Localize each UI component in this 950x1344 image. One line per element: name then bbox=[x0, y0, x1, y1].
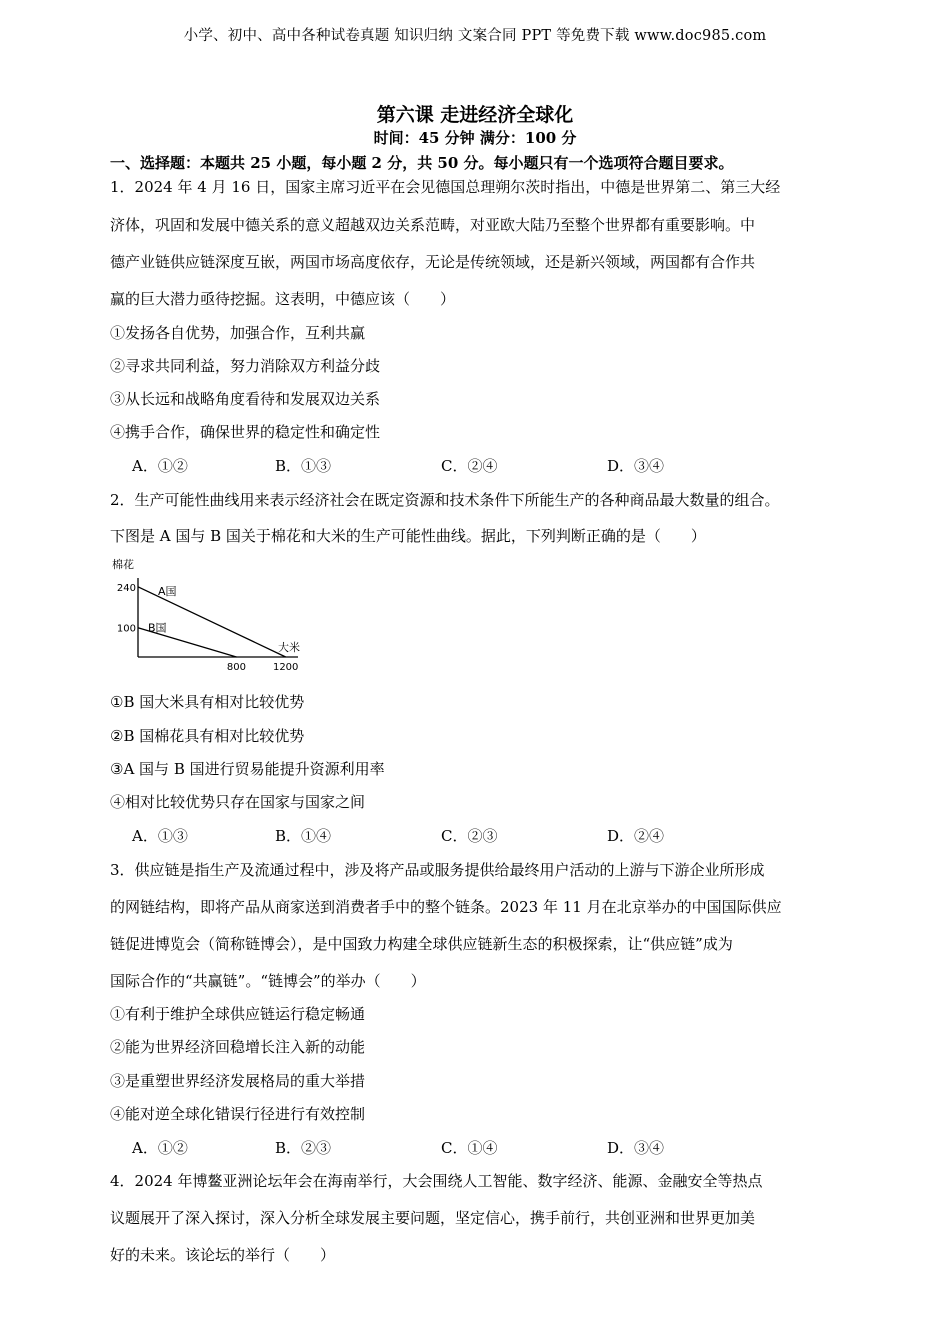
production-possibility-chart bbox=[110, 556, 310, 674]
y-axis-label: 棉花 bbox=[112, 558, 134, 571]
q4-stem-line: 4．2024 年博鳌亚洲论坛年会在海南举行，大会围绕人工智能、数字经济、能源、金融安全等热点 bbox=[110, 1172, 763, 1190]
q2-option-c[interactable]: C．②③ bbox=[441, 827, 498, 845]
q2-item: ①B 国大米具有相对比较优势 bbox=[110, 693, 305, 711]
q1-option-c[interactable]: C．②④ bbox=[441, 457, 498, 475]
q1-item: ②寻求共同利益，努力消除双方利益分歧 bbox=[110, 357, 381, 375]
q1-option-d[interactable]: D．③④ bbox=[607, 457, 665, 475]
q2-option-a[interactable]: A．①③ bbox=[132, 827, 188, 845]
y-tick-label: 240 bbox=[116, 582, 136, 594]
q2-item: ③A 国与 B 国进行贸易能提升资源利用率 bbox=[110, 760, 385, 778]
q3-option-d[interactable]: D．③④ bbox=[607, 1139, 665, 1157]
q2-stem-line: 2．生产可能性曲线用来表示经济社会在既定资源和技术条件下所能生产的各种商品最大数量的组合。 bbox=[110, 491, 780, 509]
q3-stem-line: 3．供应链是指生产及流通过程中，涉及将产品或服务提供给最终用户活动的上游与下游企业所形成 bbox=[110, 861, 765, 879]
q3-item: ①有利于维护全球供应链运行稳定畅通 bbox=[110, 1005, 366, 1023]
q3-stem-line: 国际合作的“共赢链”。“链博会”的举办（ ） bbox=[110, 972, 426, 990]
q1-item: ④携手合作，确保世界的稳定性和确定性 bbox=[110, 423, 381, 441]
exam-info: 时间：45 分钟 满分：100 分 bbox=[373, 129, 577, 147]
q4-stem-line: 议题展开了深入探讨，深入分析全球发展主要问题，坚定信心，携手前行，共创亚洲和世界更加美 bbox=[110, 1209, 756, 1227]
q3-stem-line: 的网链结构，即将产品从商家送到消费者手中的整个链条。2023 年 11 月在北京举办的中国国际供应 bbox=[110, 898, 782, 916]
q1-stem-line: 德产业链供应链深度互嵌，两国市场高度依存，无论是传统领域，还是新兴领域，两国都有合作共 bbox=[110, 253, 756, 271]
x-tick-label: 800 bbox=[226, 662, 247, 673]
q2-item: ④相对比较优势只存在国家与国家之间 bbox=[110, 793, 366, 811]
q3-option-b[interactable]: B．②③ bbox=[275, 1139, 332, 1157]
q2-option-d[interactable]: D．②④ bbox=[607, 827, 665, 845]
q1-stem-line: 济体，巩固和发展中德关系的意义超越双边关系范畴，对亚欧大陆乃至整个世界都有重要影响。中 bbox=[110, 216, 756, 234]
q1-options bbox=[132, 455, 752, 475]
q1-option-b[interactable]: B．①③ bbox=[275, 457, 332, 475]
q1-option-a[interactable]: A．①② bbox=[132, 457, 188, 475]
series-label-b: B国 bbox=[148, 621, 167, 635]
q3-item: ②能为世界经济回稳增长注入新的动能 bbox=[110, 1038, 366, 1056]
q3-item: ④能对逆全球化错误行径进行有效控制 bbox=[110, 1105, 366, 1123]
q3-option-c[interactable]: C．①④ bbox=[441, 1139, 498, 1157]
series-label-a: A国 bbox=[158, 584, 177, 598]
q4-stem-line: 好的未来。该论坛的举行（ ） bbox=[110, 1246, 336, 1264]
page-title: 第六课 走进经济全球化 bbox=[376, 104, 574, 126]
q2-item: ②B 国棉花具有相对比较优势 bbox=[110, 727, 305, 745]
q2-stem-line: 下图是 A 国与 B 国关于棉花和大米的生产可能性曲线。据此，下列判断正确的是（ ） bbox=[110, 527, 706, 545]
x-axis-label: 大米 bbox=[278, 641, 300, 654]
q3-item: ③是重塑世界经济发展格局的重大举措 bbox=[110, 1072, 366, 1090]
site-header: 小学、初中、高中各种试卷真题 知识归纳 文案合同 PPT 等免费下载 www.doc985.com bbox=[183, 28, 767, 44]
q3-options bbox=[132, 1137, 752, 1157]
q2-options bbox=[132, 825, 752, 845]
section-heading: 一、选择题：本题共 25 小题，每小题 2 分，共 50 分。每小题只有一个选项符合题目要求。 bbox=[110, 154, 734, 172]
y-tick-label: 100 bbox=[116, 623, 136, 635]
x-tick-label: 1200 bbox=[272, 662, 299, 673]
q3-stem-line: 链促进博览会（简称链博会），是中国致力构建全球供应链新生态的积极探索，让“供应链”成为 bbox=[110, 935, 733, 953]
q1-stem-line: 赢的巨大潜力亟待挖掘。这表明，中德应该（ ） bbox=[110, 290, 456, 308]
q3-option-a[interactable]: A．①② bbox=[132, 1139, 188, 1157]
q1-item: ③从长远和战略角度看待和发展双边关系 bbox=[110, 390, 381, 408]
q1-stem-line: 1．2024 年 4 月 16 日，国家主席习近平在会见德国总理朔尔茨时指出，中德是世界第二、第三大经 bbox=[110, 178, 781, 196]
q1-item: ①发扬各自优势，加强合作，互利共赢 bbox=[110, 324, 366, 342]
q2-option-b[interactable]: B．①④ bbox=[275, 827, 332, 845]
